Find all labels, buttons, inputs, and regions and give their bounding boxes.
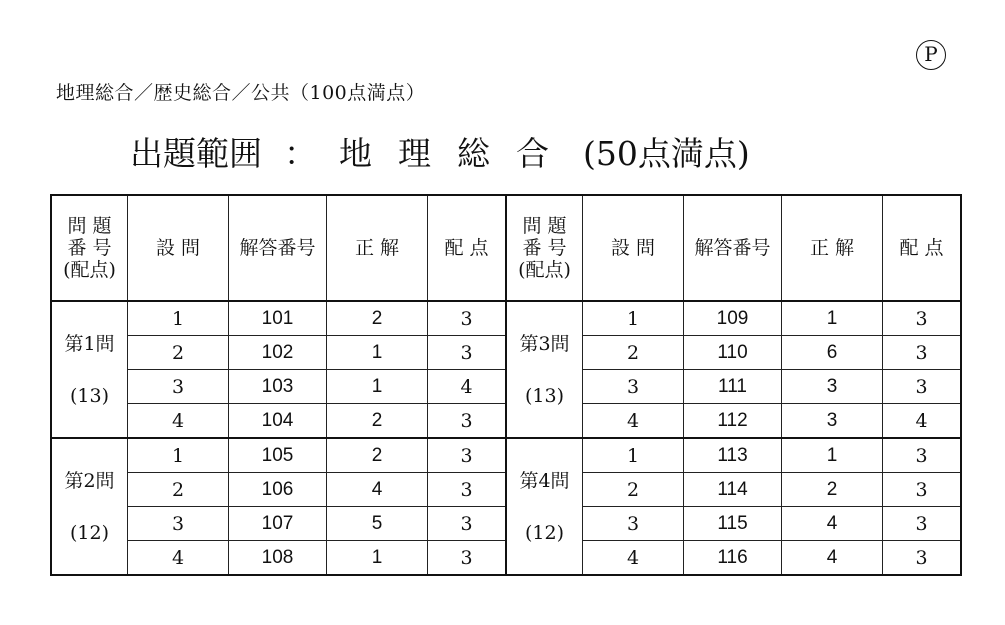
header-question-line: 番 号 (522, 237, 567, 259)
correct-cell: 3 (782, 370, 883, 404)
answer-no-cell: 108 (229, 541, 327, 576)
header-question-right (506, 195, 583, 301)
sub-cell: 3 (583, 370, 684, 404)
header-sub-left: 設 問 (128, 195, 229, 301)
correct-cell: 1 (327, 336, 428, 370)
answer-table (50, 194, 962, 576)
answer-no-cell: 107 (229, 507, 327, 541)
correct-cell: 1 (327, 370, 428, 404)
question-points: (12) (69, 521, 109, 544)
points-cell: 3 (428, 438, 507, 473)
sub-cell: 4 (583, 541, 684, 576)
question-label: 第1問 (64, 332, 115, 355)
header-points-right: 配 点 (883, 195, 962, 301)
correct-cell: 2 (782, 473, 883, 507)
header-question-line: 番 号 (67, 237, 112, 259)
sub-cell: 1 (128, 301, 229, 336)
answer-no-cell: 110 (684, 336, 782, 370)
table-row (51, 301, 961, 336)
points-cell: 3 (428, 404, 507, 439)
points-cell: 3 (883, 370, 962, 404)
correct-cell: 1 (327, 541, 428, 576)
circled-p-mark: P (916, 40, 946, 70)
points-cell: 3 (428, 336, 507, 370)
answer-no-cell: 102 (229, 336, 327, 370)
points-cell: 3 (883, 507, 962, 541)
correct-cell: 1 (782, 438, 883, 473)
title-full-score: (50点満点) (583, 134, 750, 173)
question-cell (506, 301, 583, 438)
points-cell: 4 (428, 370, 507, 404)
sub-cell: 1 (128, 438, 229, 473)
points-cell: 3 (883, 336, 962, 370)
question-points: (12) (524, 521, 564, 544)
points-cell: 3 (428, 473, 507, 507)
question-cell (506, 438, 583, 575)
correct-cell: 6 (782, 336, 883, 370)
correct-cell: 2 (327, 404, 428, 439)
title-separator: ： (284, 134, 317, 173)
correct-cell: 2 (327, 438, 428, 473)
question-label: 第3問 (519, 332, 570, 355)
header-question-line: 問 題 (67, 215, 112, 237)
header-question-line: 問 題 (522, 215, 567, 237)
table-row (51, 438, 961, 473)
correct-cell: 4 (327, 473, 428, 507)
page-title (130, 128, 750, 175)
question-points: (13) (69, 384, 109, 407)
answer-no-cell: 112 (684, 404, 782, 439)
sub-cell: 2 (128, 473, 229, 507)
correct-cell: 4 (782, 541, 883, 576)
answer-no-cell: 106 (229, 473, 327, 507)
title-range: 地理総合 (339, 134, 575, 173)
question-cell (51, 301, 128, 438)
answer-no-cell: 105 (229, 438, 327, 473)
points-cell: 3 (883, 473, 962, 507)
sub-cell: 4 (583, 404, 684, 439)
answer-no-cell: 115 (684, 507, 782, 541)
points-cell: 4 (883, 404, 962, 439)
answer-no-cell: 103 (229, 370, 327, 404)
sub-cell: 2 (128, 336, 229, 370)
sub-cell: 2 (583, 473, 684, 507)
correct-cell: 3 (782, 404, 883, 439)
answer-no-cell: 111 (684, 370, 782, 404)
question-cell (51, 438, 128, 575)
header-sub-right: 設 問 (583, 195, 684, 301)
answer-no-cell: 116 (684, 541, 782, 576)
header-question-line: (配点) (518, 259, 571, 281)
header-question-line: (配点) (63, 259, 116, 281)
sub-cell: 4 (128, 404, 229, 439)
question-label: 第4問 (519, 469, 570, 492)
sub-cell: 4 (128, 541, 229, 576)
points-cell: 3 (883, 301, 962, 336)
points-cell: 3 (883, 438, 962, 473)
answer-no-cell: 113 (684, 438, 782, 473)
sub-cell: 1 (583, 438, 684, 473)
sub-cell: 3 (128, 507, 229, 541)
answer-no-cell: 104 (229, 404, 327, 439)
points-cell: 3 (428, 507, 507, 541)
points-cell: 3 (428, 541, 507, 576)
header-answer-no-right: 解答番号 (684, 195, 782, 301)
correct-cell: 1 (782, 301, 883, 336)
correct-cell: 2 (327, 301, 428, 336)
correct-cell: 4 (782, 507, 883, 541)
subject-line: 地理総合／歴史総合／公共（100点満点） (56, 82, 426, 104)
header-points-left: 配 点 (428, 195, 507, 301)
header-answer-no-left: 解答番号 (229, 195, 327, 301)
answer-no-cell: 101 (229, 301, 327, 336)
header-question-left (51, 195, 128, 301)
title-prefix: 出題範囲 (130, 134, 262, 173)
sub-cell: 1 (583, 301, 684, 336)
points-cell: 3 (883, 541, 962, 576)
header-correct-right: 正 解 (782, 195, 883, 301)
question-points: (13) (524, 384, 564, 407)
question-label: 第2問 (64, 469, 115, 492)
sub-cell: 3 (583, 507, 684, 541)
header-correct-left: 正 解 (327, 195, 428, 301)
sub-cell: 3 (128, 370, 229, 404)
points-cell: 3 (428, 301, 507, 336)
sub-cell: 2 (583, 336, 684, 370)
answer-no-cell: 114 (684, 473, 782, 507)
header-row (51, 195, 961, 301)
correct-cell: 5 (327, 507, 428, 541)
answer-no-cell: 109 (684, 301, 782, 336)
